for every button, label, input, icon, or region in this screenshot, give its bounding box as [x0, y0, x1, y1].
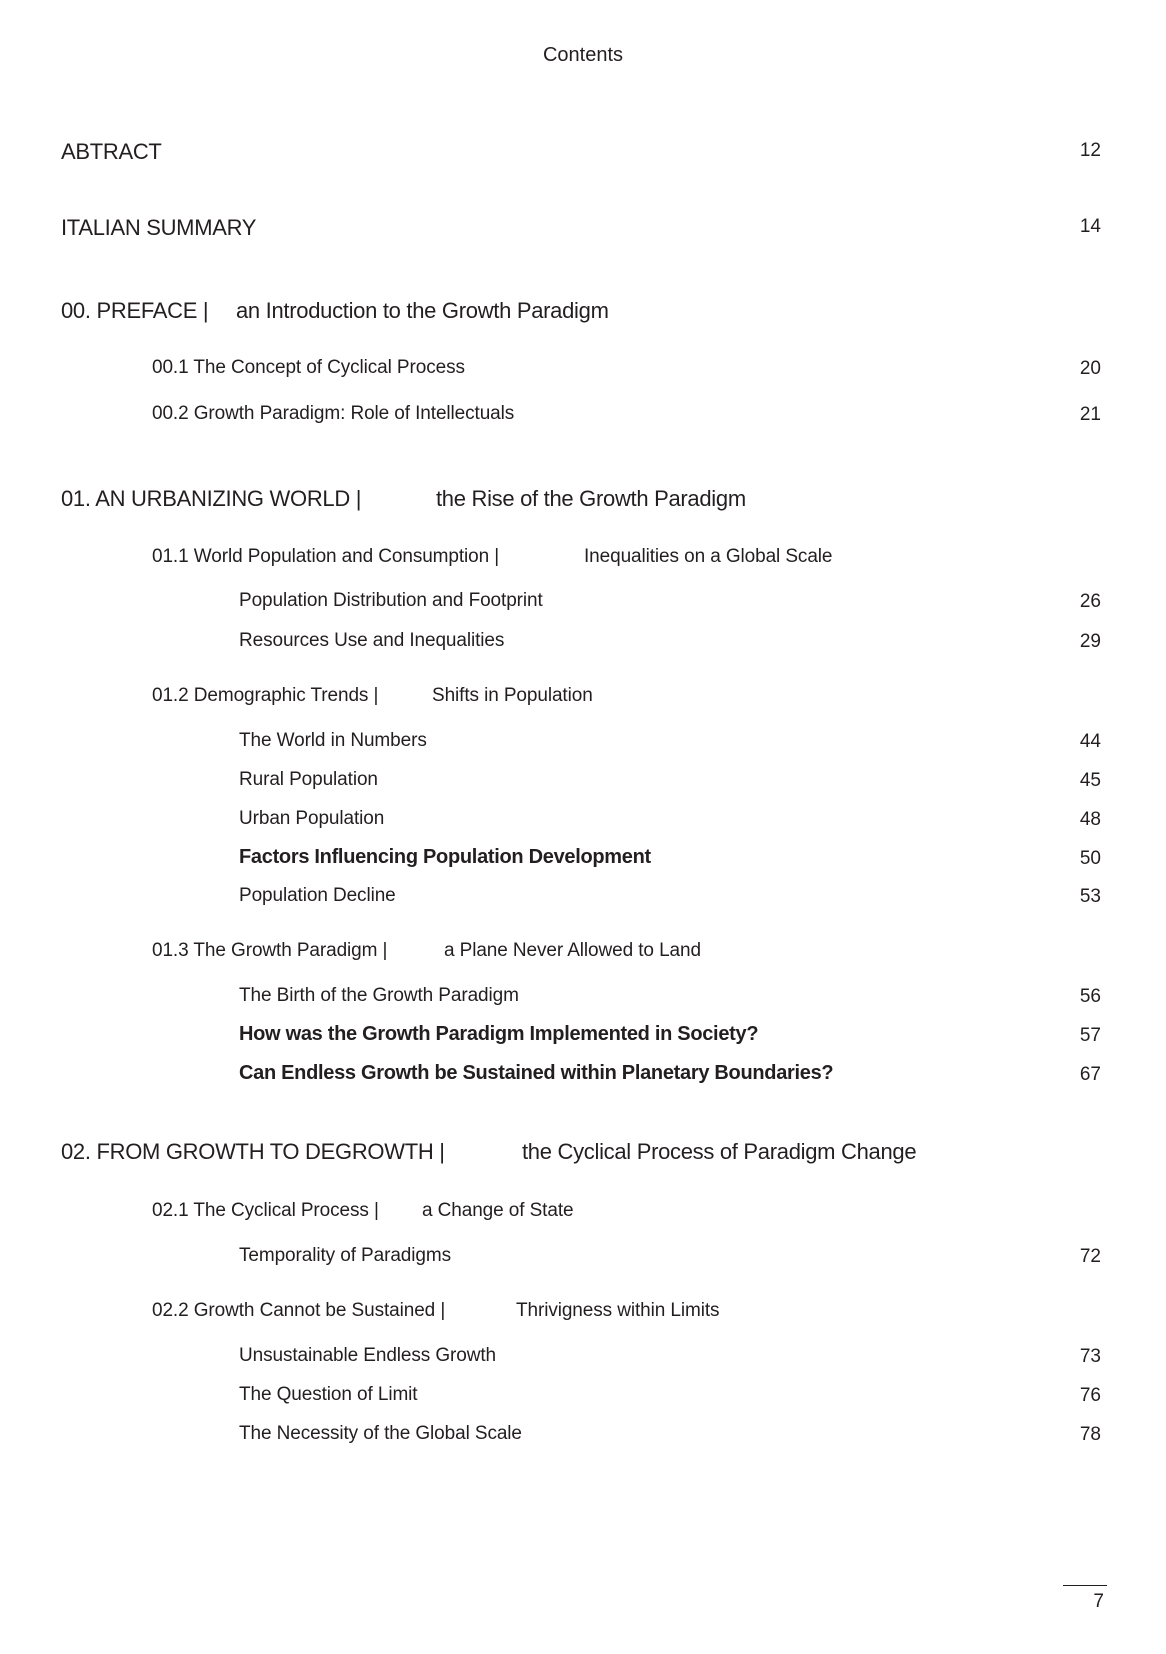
toc-item[interactable]: Urban Population	[239, 808, 385, 829]
toc-entry-italian-summary[interactable]: ITALIAN SUMMARY	[61, 215, 257, 240]
toc-item-page: 78	[1079, 1424, 1101, 1445]
toc-section-01-1-subtitle: Inequalities on a Global Scale	[584, 546, 833, 567]
toc-section-02-2-subtitle: Thrivigness within Limits	[516, 1300, 720, 1321]
toc-item-page: 29	[1079, 631, 1101, 652]
toc-item[interactable]: Population Decline	[239, 885, 396, 906]
toc-item-page: 67	[1079, 1064, 1101, 1085]
toc-section-01-3[interactable]: 01.3 The Growth Paradigm |	[152, 940, 388, 961]
toc-item[interactable]: The World in Numbers	[239, 730, 427, 751]
toc-chapter-01-subtitle: the Rise of the Growth Paradigm	[436, 486, 746, 511]
toc-page-abstract: 12	[1079, 140, 1101, 161]
toc-section-00-1[interactable]: 00.1 The Concept of Cyclical Process	[152, 357, 465, 378]
toc-entry-abstract[interactable]: ABTRACT	[61, 139, 162, 164]
toc-section-02-2[interactable]: 02.2 Growth Cannot be Sustained |	[152, 1300, 446, 1321]
toc-item-page: 45	[1079, 770, 1101, 791]
footer-rule	[1063, 1585, 1107, 1586]
toc-item[interactable]: Factors Influencing Population Development	[239, 846, 651, 868]
toc-item[interactable]: Unsustainable Endless Growth	[239, 1345, 497, 1366]
toc-chapter-02-subtitle: the Cyclical Process of Paradigm Change	[522, 1139, 917, 1164]
toc-item-page: 57	[1079, 1025, 1101, 1046]
toc-page-00-1: 20	[1079, 358, 1101, 379]
toc-section-01-2-subtitle: Shifts in Population	[432, 685, 593, 706]
toc-chapter-02[interactable]: 02. FROM GROWTH TO DEGROWTH |	[61, 1139, 445, 1164]
toc-section-00-2[interactable]: 00.2 Growth Paradigm: Role of Intellectuals	[152, 403, 515, 424]
toc-section-01-2[interactable]: 01.2 Demographic Trends |	[152, 685, 379, 706]
toc-item-page: 76	[1079, 1385, 1101, 1406]
toc-item[interactable]: Rural Population	[239, 769, 378, 790]
toc-section-02-1-subtitle: a Change of State	[422, 1200, 574, 1221]
page-number: 7	[1093, 1591, 1104, 1612]
toc-page-00-2: 21	[1079, 404, 1101, 425]
page-title: Contents	[542, 44, 624, 66]
toc-section-02-1[interactable]: 02.1 The Cyclical Process |	[152, 1200, 379, 1221]
toc-item[interactable]: The Birth of the Growth Paradigm	[239, 985, 519, 1006]
toc-item[interactable]: Population Distribution and Footprint	[239, 590, 543, 611]
toc-section-01-3-subtitle: a Plane Never Allowed to Land	[444, 940, 701, 961]
toc-item-page: 53	[1079, 886, 1101, 907]
toc-item[interactable]: The Necessity of the Global Scale	[239, 1423, 522, 1444]
toc-item-page: 26	[1079, 591, 1101, 612]
toc-item[interactable]: How was the Growth Paradigm Implemented in Society?	[239, 1023, 759, 1045]
toc-section-01-1[interactable]: 01.1 World Population and Consumption |	[152, 546, 500, 567]
toc-chapter-01[interactable]: 01. AN URBANIZING WORLD |	[61, 486, 362, 511]
toc-chapter-00[interactable]: 00. PREFACE |	[61, 298, 209, 323]
toc-item[interactable]: The Question of Limit	[239, 1384, 418, 1405]
toc-chapter-00-subtitle: an Introduction to the Growth Paradigm	[236, 298, 609, 323]
toc-item[interactable]: Resources Use and Inequalities	[239, 630, 505, 651]
toc-item-page: 44	[1079, 731, 1101, 752]
toc-item-page: 48	[1079, 809, 1101, 830]
toc-item-page: 50	[1079, 848, 1101, 869]
toc-item-page: 73	[1079, 1346, 1101, 1367]
toc-item[interactable]: Temporality of Paradigms	[239, 1245, 451, 1266]
toc-item-page: 56	[1079, 986, 1101, 1007]
toc-item-page: 72	[1079, 1246, 1101, 1267]
toc-page-italian-summary: 14	[1079, 216, 1101, 237]
toc-item[interactable]: Can Endless Growth be Sustained within Planetary Boundaries?	[239, 1062, 834, 1084]
